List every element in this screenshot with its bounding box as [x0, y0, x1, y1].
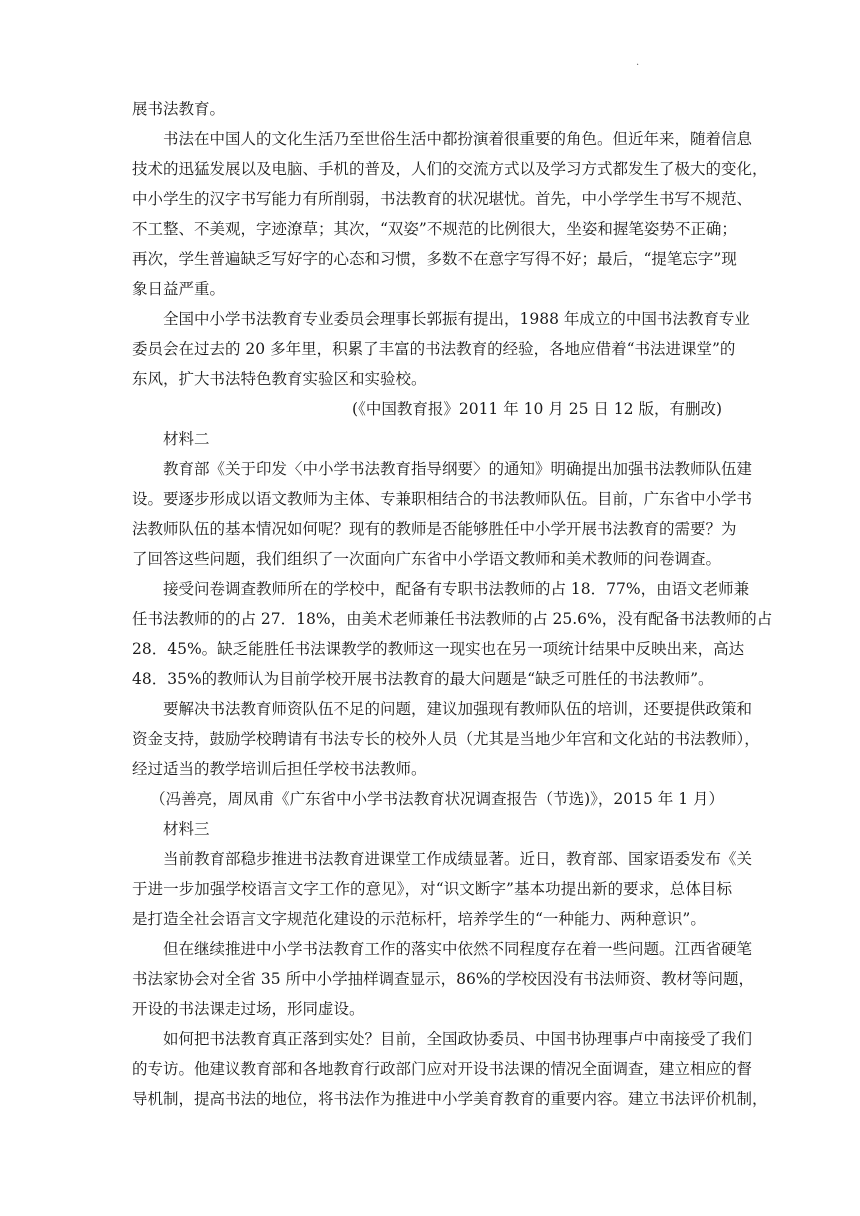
- text-line: 书法家协会对全省 35 所中小学抽样调查显示，86%的学校因没有书法师资、教材等问题，: [132, 970, 755, 988]
- text-line: 教育部《关于印发〈中小学书法教育指导纲要〉的通知》明确提出加强书法教师队伍建: [163, 460, 753, 478]
- section-heading: 材料二: [163, 430, 210, 448]
- text-line: 于进一步加强学校语言文字工作的意见》，对“识文断字”基本功提出新的要求，总体目标: [132, 880, 732, 898]
- text-line: 展书法教育。: [132, 100, 226, 118]
- text-line: 书法在中国人的文化生活乃至世俗生活中都扮演着很重要的角色。但近年来，随着信息: [163, 130, 753, 148]
- text-line: 是打造全社会语言文字规范化建设的示范标杆，培养学生的“一种能力、两种意识”。: [132, 910, 706, 928]
- source-citation: (《中国教育报》2011 年 10 月 25 日 12 版，有删改): [352, 400, 722, 418]
- text-line: 的专访。他建议教育部和各地教育行政部门应对开设书法课的情况全面调查，建立相应的督: [132, 1060, 753, 1078]
- text-line: 导机制，提高书法的地位，将书法作为推进中小学美育教育的重要内容。建立书法评价机制，: [132, 1090, 768, 1108]
- article-body: [132, 94, 773, 1114]
- text-line: 设。要逐步形成以语文教师为主体、专兼职相结合的书法教师队伍。目前，广东省中小学书: [132, 490, 753, 508]
- text-line: 任书法教师的的占 27．18%，由美术老师兼任书法教师的占 25.6%，没有配备书法教师的占: [132, 610, 773, 628]
- text-line: 再次，学生普遍缺乏写好字的心态和习惯，多数不在意字写得不好；最后，“提笔忘字”现: [132, 250, 737, 268]
- text-line: 中小学生的汉字书写能力有所削弱，书法教育的状况堪忧。首先，中小学学生书写不规范、: [132, 190, 753, 208]
- text-line: 当前教育部稳步推进书法教育进课堂工作成绩显著。近日，教育部、国家语委发布《关: [163, 850, 753, 868]
- text-line: 经过适当的教学培训后担任学校书法教师。: [132, 760, 427, 778]
- text-line: 不工整、不美观，字迹潦草；其次，“双姿”不规范的比例很大，坐姿和握笔姿势不正确；: [132, 220, 737, 238]
- page-mark: .: [636, 57, 640, 68]
- text-line: 28．45%。缺乏能胜任书法课教学的教师这一现实也在另一项统计结果中反映出来，高达: [132, 640, 745, 658]
- text-line: 法教师队伍的基本情况如何呢？现有的教师是否能够胜任中小学开展书法教育的需要？为: [132, 520, 737, 538]
- source-citation: （冯善亮，周凤甫《广东省中小学书法教育状况调查报告（节选)》，2015 年 1 月）: [150, 790, 724, 808]
- text-line: 如何把书法教育真正落到实处？目前，全国政协委员、中国书协理事卢中南接受了我们: [163, 1030, 753, 1048]
- text-line: 技术的迅猛发展以及电脑、手机的普及，人们的交流方式以及学习方式都发生了极大的变化，: [132, 160, 768, 178]
- text-line: 资金支持，鼓励学校聘请有书法专长的校外人员（尤其是当地少年宫和文化站的书法教师），: [132, 730, 760, 748]
- text-line: 全国中小学书法教育专业委员会理事长郭振有提出，1988 年成立的中国书法教育专业: [163, 310, 750, 328]
- text-line: 48．35%的教师认为目前学校开展书法教育的最大问题是“缺乏可胜任的书法教师”。: [132, 670, 714, 688]
- text-line: 象日益严重。: [132, 280, 226, 298]
- text-line: 但在继续推进中小学书法教育工作的落实中依然不同程度存在着一些问题。江西省硬笔: [163, 940, 753, 958]
- section-heading: 材料三: [163, 820, 210, 838]
- text-line: 了回答这些问题，我们组织了一次面向广东省中小学语文教师和美术教师的问卷调查。: [132, 550, 722, 568]
- text-line: 接受问卷调查教师所在的学校中，配备有专职书法教师的占 18．77%，由语文老师兼: [163, 580, 750, 598]
- text-line: 要解决书法教育师资队伍不足的问题，建议加强现有教师队伍的培训，还要提供政策和: [163, 700, 753, 718]
- text-line: 委员会在过去的 20 多年里，积累了丰富的书法教育的经验，各地应借着“书法进课堂”的: [132, 340, 736, 358]
- text-line: 开设的书法课走过场，形同虚设。: [132, 1000, 365, 1018]
- text-line: 东风，扩大书法特色教育实验区和实验校。: [132, 370, 427, 388]
